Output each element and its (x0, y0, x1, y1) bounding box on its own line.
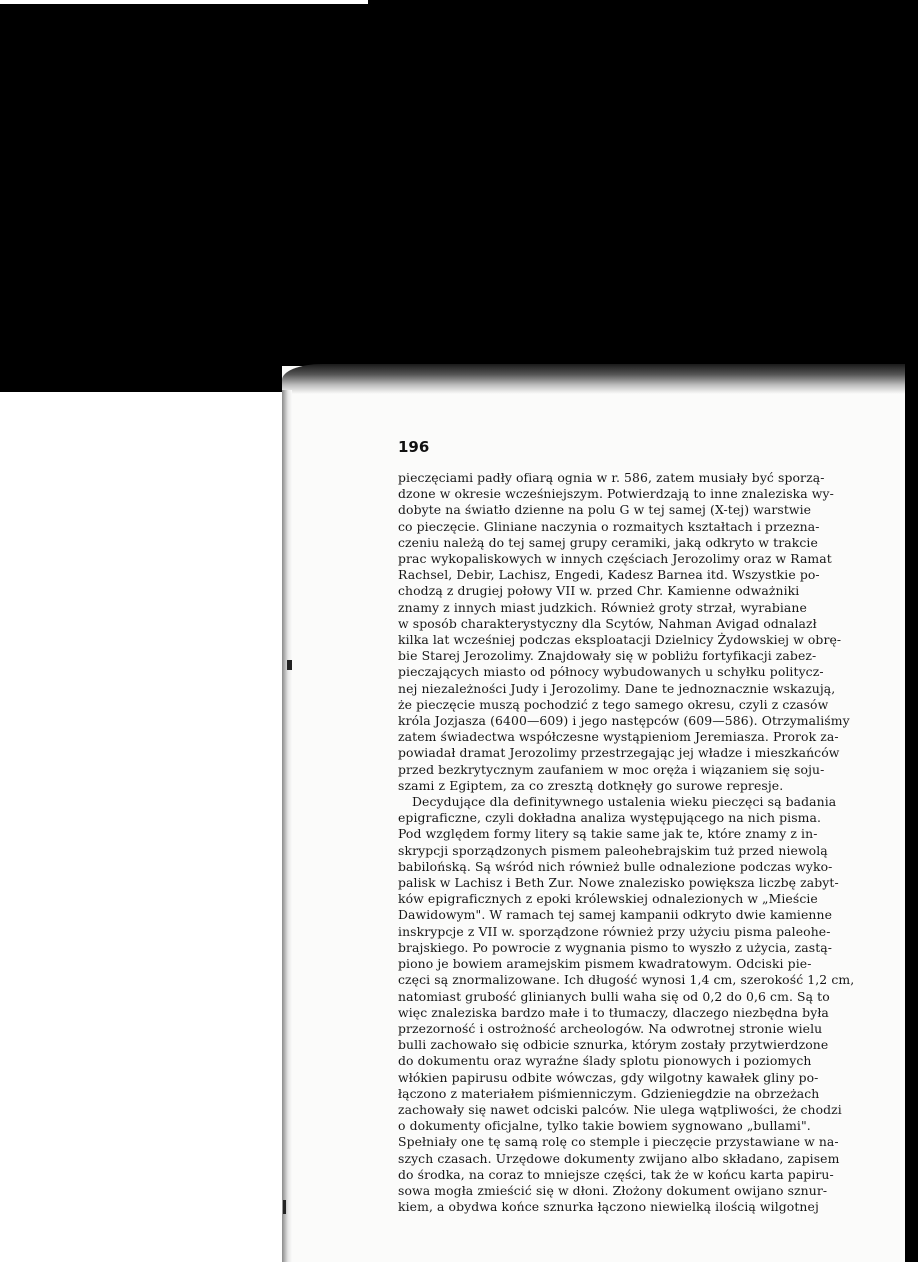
text-line: co pieczęcie. Gliniane naczynia o rozmaitych kształtach i przezna- (398, 518, 820, 534)
text-line: dobyte na światło dzienne na polu G w tej samej (X-tej) warstwie (398, 502, 812, 518)
text-line: czeniu należą do tej samej grupy ceramiki, jaką odkryto w trakcie (398, 534, 818, 550)
text-line: natomiast grubość glinianych bulli waha się od 0,2 do 0,6 cm. Są to (398, 988, 830, 1004)
text-line: palisk w Lachisz i Beth Zur. Nowe znalezisko powiększa liczbę zabyt- (398, 875, 839, 891)
text-line: Decydujące dla definitywnego ustalenia wieku pieczęci są badania (412, 794, 837, 810)
text-line: przezorność i ostrożność archeologów. Na odwrotnej stronie wielu (398, 1020, 823, 1036)
text-line: przed bezkrytycznym zaufaniem w moc oręża i wiązaniem się soju- (398, 761, 825, 777)
text-line: kilka lat wcześniej podczas eksploatacji Dzielnicy Żydowskiej w obrę- (398, 632, 842, 648)
text-line: Rachsel, Debir, Lachisz, Engedi, Kadesz Barnea itd. Wszystkie po- (398, 567, 820, 583)
text-line: do środka, na coraz to mniejsze części, tak że w końcu karta papiru- (398, 1166, 834, 1182)
page-gutter-shadow (282, 390, 292, 1262)
text-line: piono je bowiem aramejskim pismem kwadratowym. Odciski pie- (398, 956, 812, 972)
text-line: inskrypcje z VII w. sporządzone również przy użyciu pisma paleohe- (398, 923, 831, 939)
text-line: brajskiego. Po powrocie z wygnania pismo to wyszło z użycia, zastą- (398, 939, 833, 955)
text-line: króla Jozjasza (6400—609) i jego następców (609—586). Otrzymaliśmy (398, 713, 850, 729)
text-line: o dokumenty oficjalne, tylko takie bowiem sygnowano „bullami". (398, 1118, 811, 1134)
text-line: Spełniały one tę samą rolę co stemple i pieczęcie przystawiane w na- (398, 1134, 839, 1150)
text-line: sowa mogła zmieścić się w dłoni. Złożony dokument owijano sznur- (398, 1182, 828, 1198)
text-line: skrypcji sporządzonych pismem paleohebrajskim tuż przed niewolą (398, 842, 828, 858)
text-line: pieczęciami padły ofiarą ognia w r. 586, zatem musiały być sporzą- (398, 470, 825, 485)
text-line: łączono z materiałem piśmienniczym. Gdzieniegdzie na obrzeżach (398, 1085, 820, 1101)
text-line: bulli zachowało się odbicie sznurka, którym zostały przytwierdzone (398, 1037, 829, 1053)
text-line: epigraficzne, czyli dokładna analiza występującego na nich pisma. (398, 810, 822, 826)
left-blank-area (0, 392, 282, 1262)
text-line: szami z Egiptem, za co zresztą dotknęły go surowe represje. (398, 777, 784, 793)
text-line: znamy z innych miast judzkich. Również groty strzał, wyrabiane (398, 599, 807, 615)
text-line: babilońską. Są wśród nich również bulle odnalezione podczas wyko- (398, 858, 833, 874)
text-line: zatem świadectwa współczesne wystąpieniom Jeremiasza. Prorok za- (398, 729, 839, 745)
scanner-background-top (0, 0, 918, 392)
text-line: Dawidowym". W ramach tej samej kampanii odkryto dwie kamienne (398, 907, 833, 923)
text-line: Pod względem formy litery są takie same jak te, które znamy z in- (398, 826, 818, 842)
text-line: chodzą z drugiej połowy VII w. przed Chr. Kamienne odważniki (398, 583, 800, 599)
page-curl-shadow (282, 364, 906, 394)
text-line: ków epigraficznych z epoki królewskiej odnalezionych w „Mieście (398, 891, 818, 907)
margin-mark (283, 1200, 286, 1214)
text-line: pieczających miasto od północy wybudowanych u schyłku politycz- (398, 664, 824, 680)
text-line: powiadał dramat Jerozolimy przestrzegając jej władze i mieszkańców (398, 745, 840, 761)
scanner-edge-strip (0, 0, 368, 4)
text-line: do dokumentu oraz wyraźne ślady splotu pionowych i poziomych (398, 1053, 812, 1069)
text-line: że pieczęcie muszą pochodzić z tego samego okresu, czyli z czasów (398, 696, 829, 712)
text-line: w sposób charakterystyczny dla Scytów, Nahman Avigad odnalazł (398, 615, 817, 631)
text-line: kiem, a obydwa końce sznurka łączono niewielką ilością wilgotnej (398, 1199, 819, 1215)
text-line: bie Starej Jerozolimy. Znajdowały się w pobliżu fortyfikacji zabez- (398, 648, 817, 664)
text-line: więc znaleziska bardzo małe i to tłumaczy, dlaczego niezbędna była (398, 1004, 829, 1020)
body-text (398, 470, 908, 1215)
text-line: dzone w okresie wcześniejszym. Potwierdzają to inne znaleziska wy- (398, 486, 834, 502)
text-line: częci są znormalizowane. Ich długość wynosi 1,4 cm, szerokość 1,2 cm, (398, 972, 855, 988)
text-line: prac wykopaliskowych w innych częściach Jerozolimy oraz w Ramat (398, 551, 832, 567)
text-line: włókien papirusu odbite wówczas, gdy wilgotny kawałek gliny po- (398, 1069, 819, 1085)
page-number: 196 (398, 438, 430, 456)
margin-mark (287, 660, 292, 670)
text-line: szych czasach. Urzędowe dokumenty zwijano albo składano, zapisem (398, 1150, 840, 1166)
text-line: nej niezależności Judy i Jerozolimy. Dane te jednoznacznie wskazują, (398, 680, 836, 696)
text-line: zachowały się nawet odciski palców. Nie ulega wątpliwości, że chodzi (398, 1101, 842, 1117)
